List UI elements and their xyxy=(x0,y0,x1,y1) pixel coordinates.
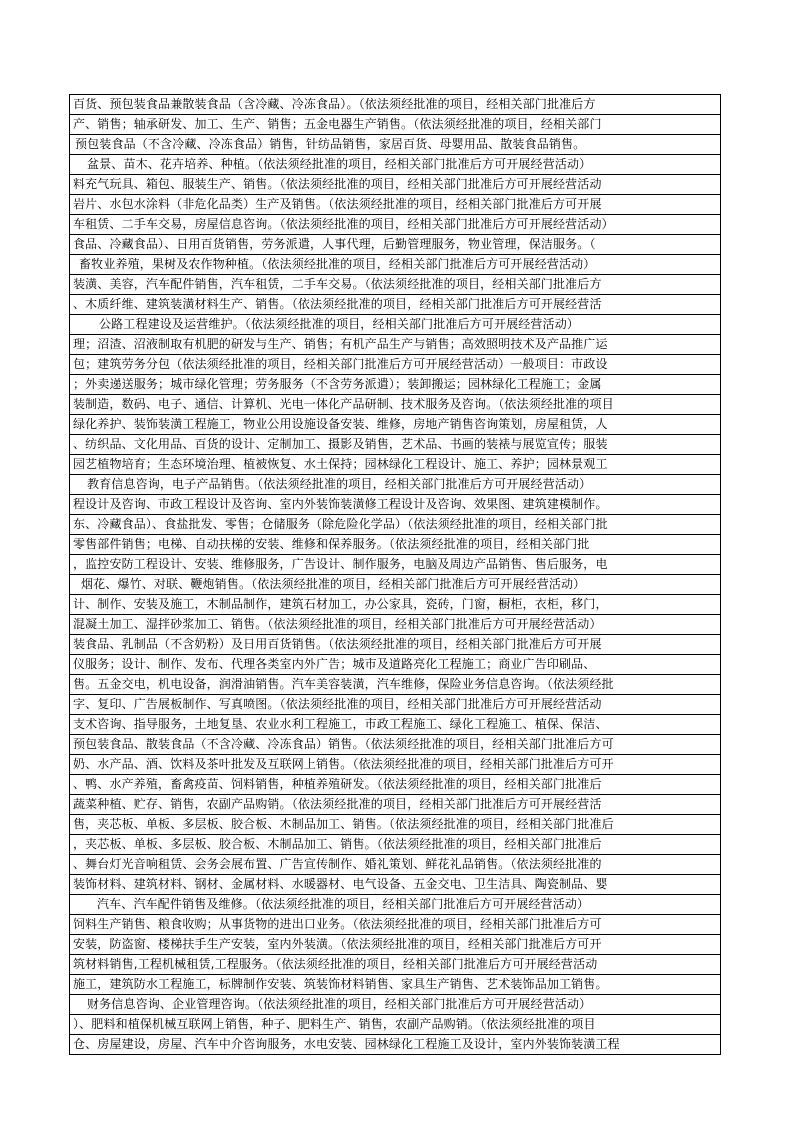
table-row: ）、肥料和植保机械互联网上销售，种子、肥料生产、销售，农副产品购销。（依法须经批准的项目 xyxy=(70,1015,720,1035)
table-row: 零售部件销售；电梯、自动扶梯的安装、维修和保养服务。（依法须经批准的项目，经相关部门批 xyxy=(70,535,720,555)
table-row: 筑材料销售,工程机械租赁,工程服务。（依法须经批准的项目，经相关部门批准后方可开展经营活动 xyxy=(70,955,720,975)
table-row: ；外卖递送服务；城市绿化管理；劳务服务（不含劳务派遣）；装卸搬运；园林绿化工程施工；金属 xyxy=(70,375,720,395)
table-row: 混凝土加工、湿拌砂浆加工、销售。（依法须经批准的项目，经相关部门批准后方可开展经营活动） xyxy=(70,615,720,635)
table-row: 预包装食品（不含冷藏、冷冻食品）销售，针纺品销售，家居百货、母婴用品、散装食品销售。 xyxy=(70,135,720,155)
table-row: 奶、水产品、酒、饮料及茶叶批发及互联网上销售。（依法须经批准的项目，经相关部门批准后方可开 xyxy=(70,755,720,775)
table-row: 料充气玩具、箱包、服装生产、销售。（依法须经批准的项目，经相关部门批准后方可开展经营活动 xyxy=(70,175,720,195)
table-row: 仪服务；设计、制作、发布、代理各类室内外广告；城市及道路亮化工程施工；商业广告印刷品、 xyxy=(70,655,720,675)
table-row: 食品、冷藏食品）、日用百货销售，劳务派遣，人事代理，后勤管理服务，物业管理，保洁服务。（ xyxy=(70,235,720,255)
table-row: 包；建筑劳务分包（依法须经批准的项目，经相关部门批准后方可开展经营活动）一般项目：市政设 xyxy=(70,355,720,375)
table-row: ，夹芯板、单板、多层板、胶合板、木制品加工、销售。（依法须经批准的项目，经相关部门批准后 xyxy=(70,835,720,855)
table-row: 盆景、苗木、花卉培养、种植。（依法须经批准的项目，经相关部门批准后方可开展经营活动） xyxy=(70,155,720,175)
table-row: 产、销售；轴承研发、加工、生产、销售；五金电器生产销售。（依法须经批准的项目，经相关部门 xyxy=(70,115,720,135)
table-row: 售。五金交电，机电设备，润滑油销售。汽车美容装潢，汽车维修，保险业务信息咨询。（依法须经批 xyxy=(70,675,720,695)
table-row: 、鸭、水产养殖，畜禽疫苗、饲料销售，种植养殖研发。（依法须经批准的项目，经相关部门批准后 xyxy=(70,775,720,795)
table-row: 汽车、汽车配件销售及维修。（依法须经批准的项目，经相关部门批准后方可开展经营活动） xyxy=(70,895,720,915)
table-row: 岩片、水包水涂料（非危化品类）生产及销售。（依法须经批准的项目，经相关部门批准后方可开展 xyxy=(70,195,720,215)
table-row: 烟花、爆竹、对联、鞭炮销售。（依法须经批准的项目，经相关部门批准后方可开展经营活动） xyxy=(70,575,720,595)
table-row: 园艺植物培育；生态环境治理、植被恢复、水土保持；园林绿化工程设计、施工、养护；园林景观工 xyxy=(70,455,720,475)
table-row: 、舞台灯光音响租赁、会务会展布置、广告宣传制作、婚礼策划、鲜花礼品销售。（依法须经批准的 xyxy=(70,855,720,875)
table-row: 、木质纤维、建筑装潢材料生产、销售。（依法须经批准的项目，经相关部门批准后方可开展经营活 xyxy=(70,295,720,315)
table-row: 售，夹芯板、单板、多层板、胶合板、木制品加工、销售。（依法须经批准的项目，经相关部门批准后 xyxy=(70,815,720,835)
table-row: 预包装食品、散装食品（不含冷藏、冷冻食品）销售。（依法须经批准的项目，经相关部门批准后方可 xyxy=(70,735,720,755)
table-row: 程设计及咨询、市政工程设计及咨询、室内外装饰装潢修工程设计及咨询、效果图、建筑建模制作。 xyxy=(70,495,720,515)
table-row: 公路工程建设及运营维护。（依法须经批准的项目，经相关部门批准后方可开展经营活动） xyxy=(70,315,720,335)
table-row: 饲料生产销售、粮食收购；从事货物的进出口业务。（依法须经批准的项目，经相关部门批准后方可 xyxy=(70,915,720,935)
table-row: 车租赁、二手车交易，房屋信息咨询。（依法须经批准的项目，经相关部门批准后方可开展经营活动） xyxy=(70,215,720,235)
table-row: 教育信息咨询，电子产品销售。（依法须经批准的项目，经相关部门批准后方可开展经营活动） xyxy=(70,475,720,495)
table-row: 装食品、乳制品（不含奶粉）及日用百货销售。（依法须经批准的项目，经相关部门批准后方可开展 xyxy=(70,635,720,655)
table-row: 支术咨询、指导服务，土地复垦、农业水利工程施工，市政工程施工、绿化工程施工、植保、保洁、 xyxy=(70,715,720,735)
table-row: 装潢、美容，汽车配件销售，汽车租赁，二手车交易。（依法须经批准的项目，经相关部门批准后方 xyxy=(70,275,720,295)
table-row: 安装，防盗窗、楼梯扶手生产安装，室内外装潢。（依法须经批准的项目，经相关部门批准后方可开 xyxy=(70,935,720,955)
business-scope-table xyxy=(69,94,721,1055)
table-row: 财务信息咨询、企业管理咨询。（依法须经批准的项目，经相关部门批准后方可开展经营活动） xyxy=(70,995,720,1015)
table-row: ，监控安防工程设计、安装、维修服务，广告设计、制作服务，电脑及周边产品销售、售后服务，电 xyxy=(70,555,720,575)
table-row: 施工，建筑防水工程施工，标牌制作安装、筑装饰材料销售、家具生产销售、艺术装饰品加工销售。 xyxy=(70,975,720,995)
table-row: 、纺织品、文化用品、百货的设计、定制加工、摄影及销售，艺术品、书画的装裱与展览宣传；服装 xyxy=(70,435,720,455)
table-row: 仓、房屋建设，房屋、汽车中介咨询服务，水电安装、园林绿化工程施工及设计，室内外装饰装潢工程 xyxy=(70,1035,720,1055)
table-row: 百货、预包装食品兼散装食品（含冷藏、冷冻食品）。（依法须经批准的项目，经相关部门批准后方 xyxy=(70,95,720,115)
table-row: 理；沼渣、沼液制取有机肥的研发与生产、销售；有机产品生产与销售；高效照明技术及产品推广运 xyxy=(70,335,720,355)
table-row: 装饰材料、建筑材料、钢材、金属材料、水暖器材、电气设备、五金交电、卫生洁具、陶瓷制品、婴 xyxy=(70,875,720,895)
table-row: 绿化养护、装饰装潢工程施工，物业公用设施设备安装、维修，房地产销售咨询策划，房屋租赁，人 xyxy=(70,415,720,435)
table-row: 东、冷藏食品）、食盐批发、零售；仓储服务（除危险化学品）（依法须经批准的项目，经相关部门批 xyxy=(70,515,720,535)
table-row: 蔬菜种植、贮存、销售，农副产品购销。（依法须经批准的项目，经相关部门批准后方可开展经营活 xyxy=(70,795,720,815)
table-row: 畜牧业养殖，果树及农作物种植。（依法须经批准的项目，经相关部门批准后方可开展经营活动） xyxy=(70,255,720,275)
table-row: 计、制作、安装及施工，木制品制作，建筑石材加工，办公家具，瓷砖，门窗，橱柜，衣柜，移门， xyxy=(70,595,720,615)
table-row: 装制造，数码、电子、通信、计算机、光电一体化产品研制、技术服务及咨询。（依法须经批准的项目 xyxy=(70,395,720,415)
table-row: 字、复印、广告展板制作、写真喷图。（依法须经批准的项目，经相关部门批准后方可开展经营活动 xyxy=(70,695,720,715)
